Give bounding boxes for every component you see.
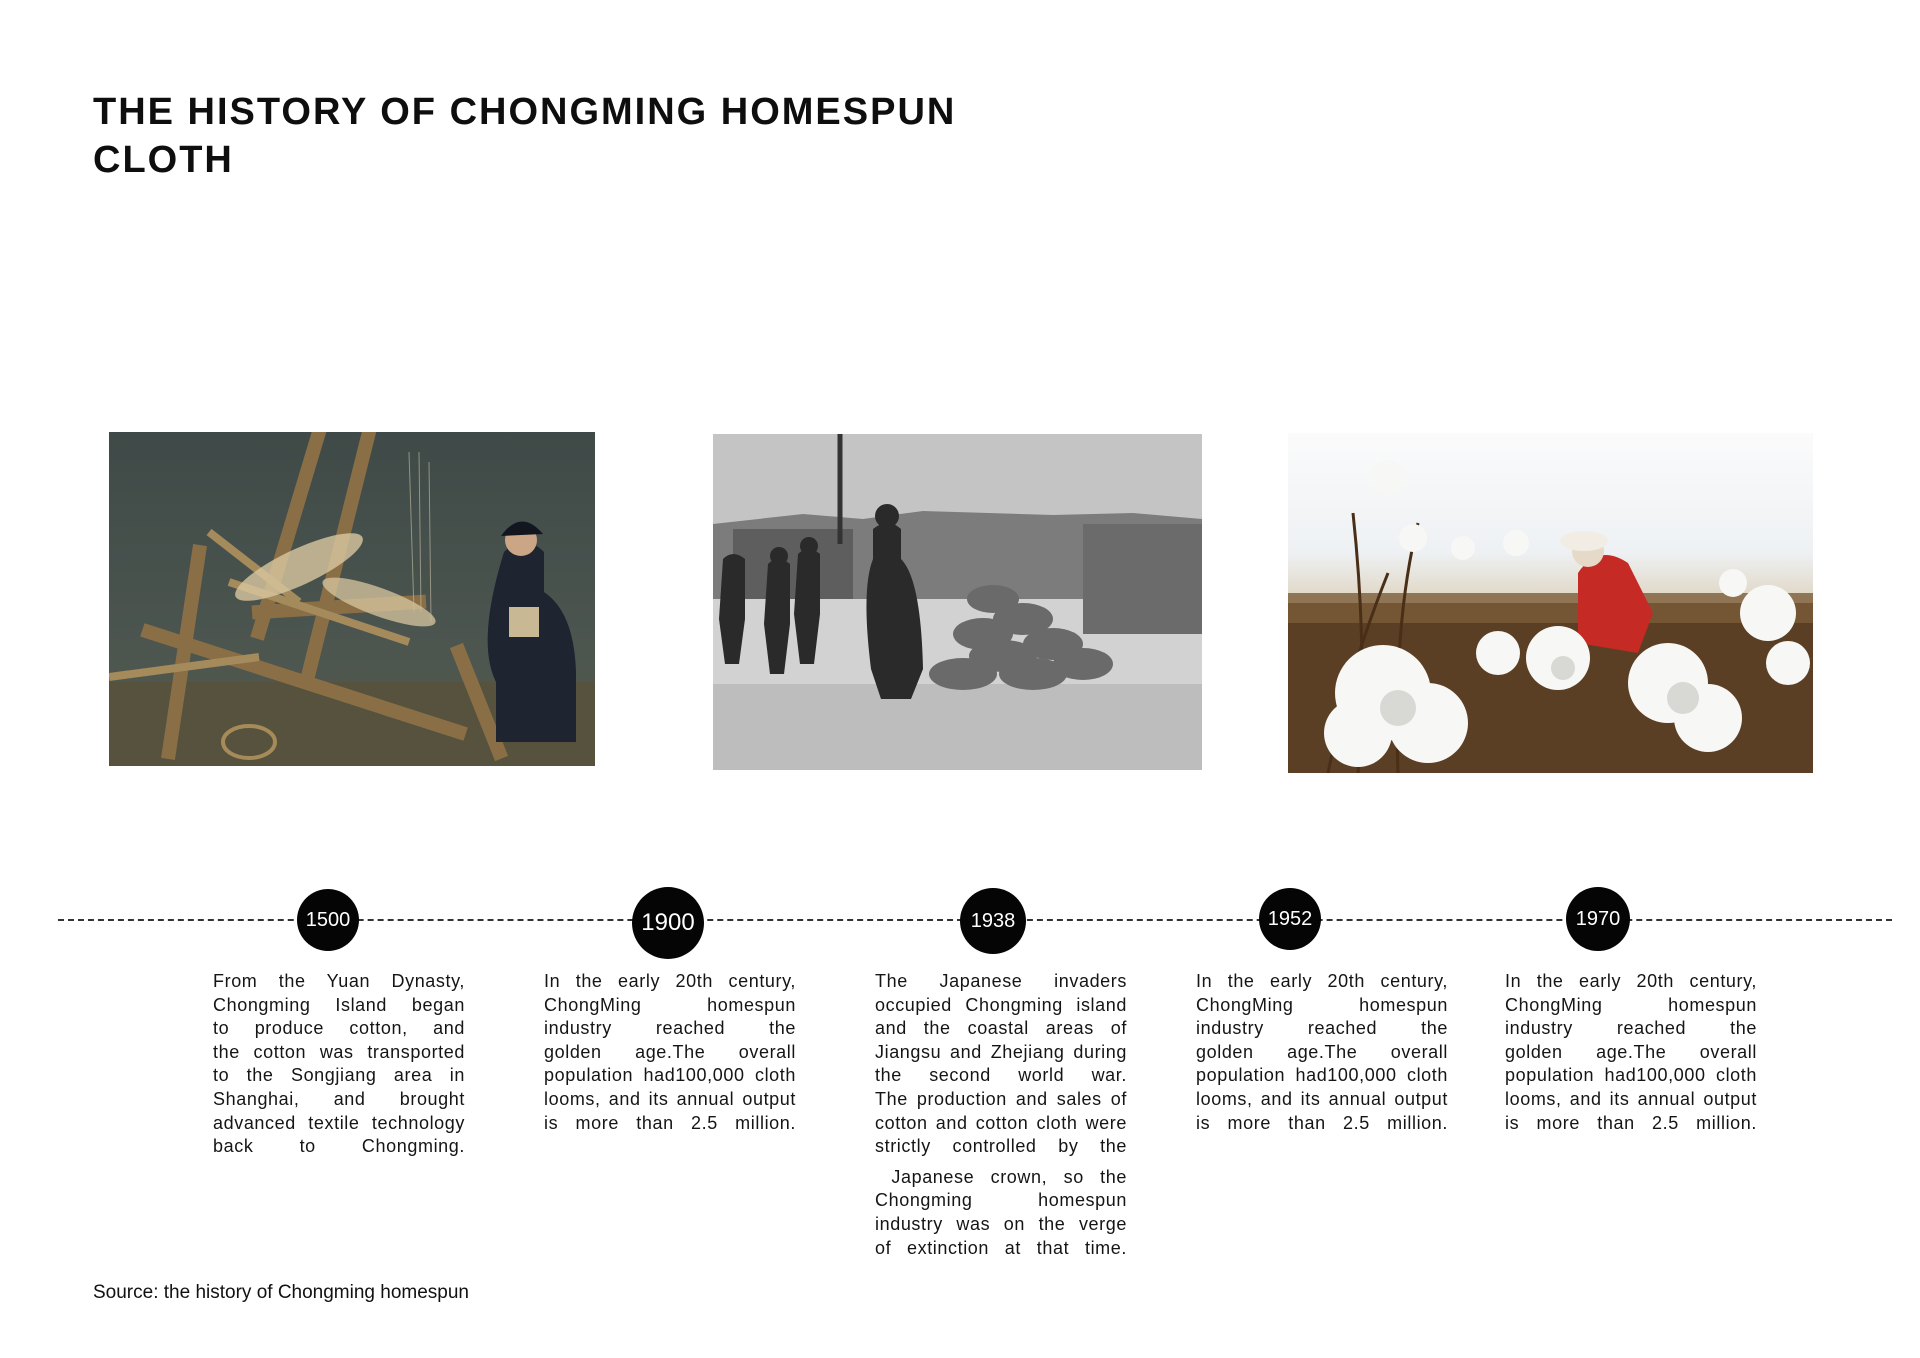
timeline-description-1970: In the early 20th century, ChongMing homespun industry reached the golden age.The overall population had100,000 cloth looms, and its annual output is more than 2.5 million. xyxy=(1505,971,1757,1133)
page-title: THE HISTORY OF CHONGMING HOMESPUN CLOTH xyxy=(93,91,957,181)
timeline-description-1500: From the Yuan Dynasty, Chongming Island began to produce cotton, and the cotton was transported to the Songjiang area in Shanghai, and brought advanced textile technology back to Chongming. xyxy=(213,971,465,1157)
timeline-description-1938: The Japanese invaders occupied Chongming island and the coastal areas of Jiangsu and Zhejiang during the second world war. The production and sales of cotton and cotton cloth were strictly controlled by the Japanese crown, so the Chongming homespun industry was on the verge of extinction at that time. xyxy=(875,971,1127,1258)
soldiers-photo xyxy=(713,434,1202,770)
cotton-field-photo xyxy=(1288,433,1813,773)
timeline-marker-1938: 1938 xyxy=(960,888,1026,954)
loom-photo xyxy=(109,432,595,766)
timeline-marker-1952: 1952 xyxy=(1259,888,1321,950)
timeline-marker-1500: 1500 xyxy=(297,889,359,951)
timeline-description-1900: In the early 20th century, ChongMing homespun industry reached the golden age.The overall population had100,000 cloth looms, and its annual output is more than 2.5 million. xyxy=(544,971,796,1133)
timeline-description-1952: In the early 20th century, ChongMing homespun industry reached the golden age.The overall population had100,000 cloth looms, and its annual output is more than 2.5 million. xyxy=(1196,971,1448,1133)
source-note: Source: the history of Chongming homespun xyxy=(93,1282,469,1303)
timeline-marker-1970: 1970 xyxy=(1566,887,1630,951)
timeline-marker-1900: 1900 xyxy=(632,887,704,959)
